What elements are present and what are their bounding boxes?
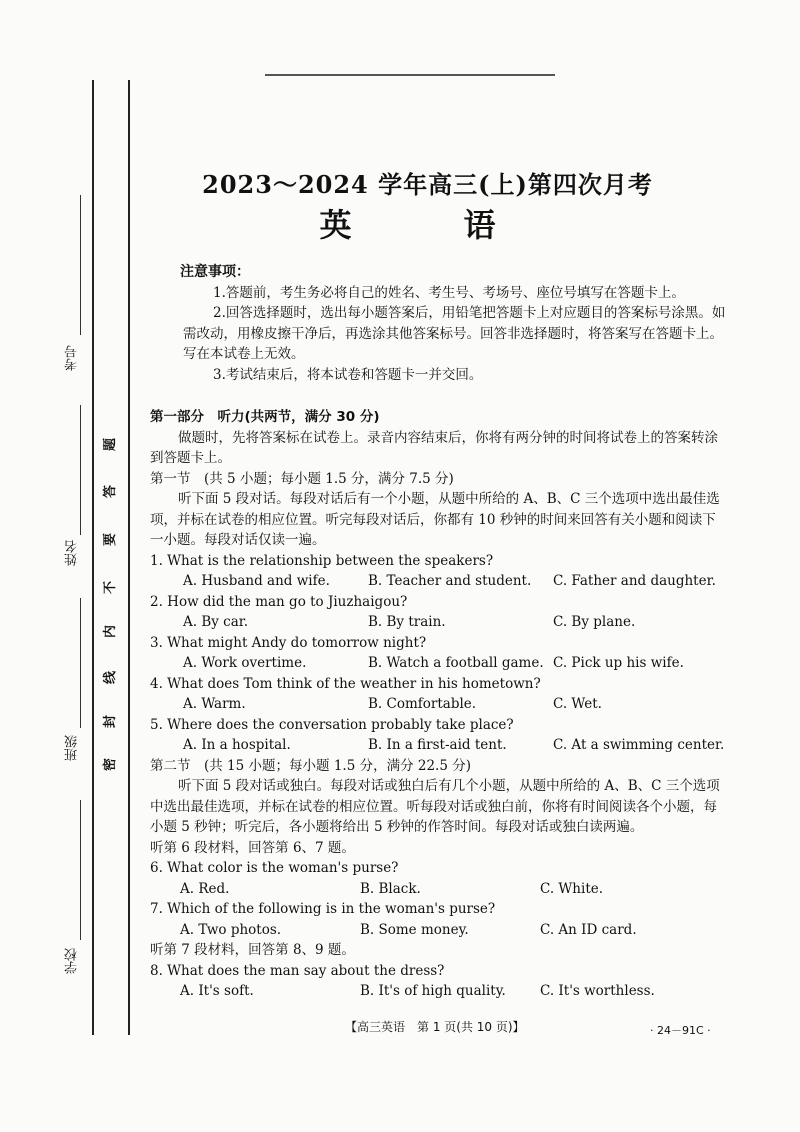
option-c: C. An ID card. xyxy=(540,921,637,938)
question-item xyxy=(150,961,725,1002)
option-a: A. By car. xyxy=(183,614,249,630)
option-c: C. Pick up his wife. xyxy=(553,655,684,671)
exam-content xyxy=(150,262,725,1002)
option-a: A. Two photos. xyxy=(180,921,282,938)
question-item xyxy=(150,715,725,756)
name-blank xyxy=(80,405,81,535)
question-item xyxy=(150,551,725,592)
option-b: B. Black. xyxy=(360,880,421,897)
option-b: B. Watch a football game. xyxy=(368,655,544,671)
notice-item: 1.答题前，考生务必将自己的姓名、考生号、考场号、座位号填写在答题卡上。 xyxy=(213,284,685,301)
section2-instructions: 听下面 5 段对话或独白。每段对话或独白后有几个小题，从题中所给的 A、B、C 三个选项中选出最佳选项，并标在试卷的相应位置。听每段对话或独白前，你将有时间阅读各个小题，每小题 5 秒钟；听完后，各小题将给出 5 秒钟的作答时间。每段对话或独白读两遍。 xyxy=(150,778,720,835)
seal-char: 线 xyxy=(103,670,119,685)
exam-code: · 24－91C · xyxy=(650,1024,711,1037)
class-blank xyxy=(80,598,81,728)
school-blank xyxy=(80,800,81,940)
option-c: C. Wet. xyxy=(553,696,602,712)
part1-intro: 做题时，先将答案标在试卷上。录音内容结束后，你将有两分钟的时间将试卷上的答案转涂到答题卡上。 xyxy=(150,429,718,466)
seal-char: 要 xyxy=(103,532,119,547)
top-rule xyxy=(265,74,555,76)
option-b: B. It's of high quality. xyxy=(360,983,506,999)
option-c: C. Father and daughter. xyxy=(553,573,716,589)
option-a: A. It's soft. xyxy=(180,983,254,999)
option-c: C. At a swimming center. xyxy=(553,737,725,753)
notice-heading: 注意事项： xyxy=(180,264,250,280)
seal-char: 密 xyxy=(103,757,119,772)
page-footer: 【高三英语 第 1 页(共 10 页)】 xyxy=(345,1020,525,1034)
question-text: 8. What does the man say about the dress? xyxy=(150,962,445,979)
question-text: 1. What is the relationship between the speakers? xyxy=(150,552,494,569)
question-item xyxy=(150,592,725,633)
option-c: C. By plane. xyxy=(553,614,636,630)
seal-char: 答 xyxy=(103,484,119,499)
notice-item: 2.回答选择题时，选出每小题答案后，用铅笔把答题卡上对应题目的答案标号涂黑。如需改动，用橡皮擦干净后，再选涂其他答案标号。回答非选择题时，将答案写在答题卡上。写在本试卷上无效。 xyxy=(183,305,726,362)
option-c: C. White. xyxy=(540,880,604,897)
part1-heading: 第一部分 听力(共两节，满分 30 分) xyxy=(150,409,380,425)
option-b: B. By train. xyxy=(368,614,446,630)
exam-title: 2023～2024 学年高三(上)第四次月考 xyxy=(202,170,653,199)
name-label: 姓名 xyxy=(65,540,80,566)
exam-number-label: 考号 xyxy=(65,345,80,371)
question-item xyxy=(150,633,725,674)
question-text: 3. What might Andy do tomorrow night? xyxy=(150,634,427,651)
seal-char: 不 xyxy=(103,580,119,595)
material-note: 听第 7 段材料，回答第 8、9 题。 xyxy=(150,942,355,958)
option-a: A. Work overtime. xyxy=(183,655,307,671)
option-c: C. It's worthless. xyxy=(540,983,655,999)
seal-char: 封 xyxy=(103,714,119,729)
class-label: 班级 xyxy=(65,735,80,761)
subject-title: 英 语 xyxy=(319,206,536,244)
question-text: 4. What does Tom think of the weather in his hometown? xyxy=(150,675,541,692)
option-a: A. In a hospital. xyxy=(183,737,291,753)
option-b: B. Comfortable. xyxy=(368,696,477,712)
option-b: B. In a first-aid tent. xyxy=(368,737,507,753)
seal-char: 内 xyxy=(103,624,119,639)
option-a: A. Warm. xyxy=(183,696,246,712)
option-a: A. Red. xyxy=(180,880,230,897)
option-a: A. Husband and wife. xyxy=(183,573,330,589)
question-item xyxy=(150,674,725,715)
seal-char: 题 xyxy=(103,437,119,452)
notice-item: 3.考试结束后，将本试卷和答题卡一并交回。 xyxy=(213,366,483,383)
question-item xyxy=(150,899,725,940)
section1-instructions: 听下面 5 段对话。每段对话后有一个小题，从题中所给的 A、B、C 三个选项中选出最佳选项，并标在试卷的相应位置。听完每段对话后，你都有 10 秒钟的时间来回答有关小题和阅读下一小题。每段对话仅读一遍。 xyxy=(150,491,720,548)
material-note: 听第 6 段材料，回答第 6、7 题。 xyxy=(150,839,355,856)
section1-heading: 第一节 (共 5 小题；每小题 1.5 分，满分 7.5 分) xyxy=(150,470,454,487)
question-text: 5. Where does the conversation probably take place? xyxy=(150,716,514,733)
question-text: 6. What color is the woman's purse? xyxy=(150,860,399,876)
section2-heading: 第二节 (共 15 小题；每小题 1.5 分，满分 22.5 分) xyxy=(150,757,471,774)
question-text: 2. How did the man go to Jiuzhaigou? xyxy=(150,593,408,610)
option-b: B. Some money. xyxy=(360,921,469,938)
question-item xyxy=(150,858,725,899)
option-b: B. Teacher and student. xyxy=(368,573,532,589)
question-text: 7. Which of the following is in the woman's purse? xyxy=(150,901,496,917)
school-label: 学校 xyxy=(65,948,80,974)
